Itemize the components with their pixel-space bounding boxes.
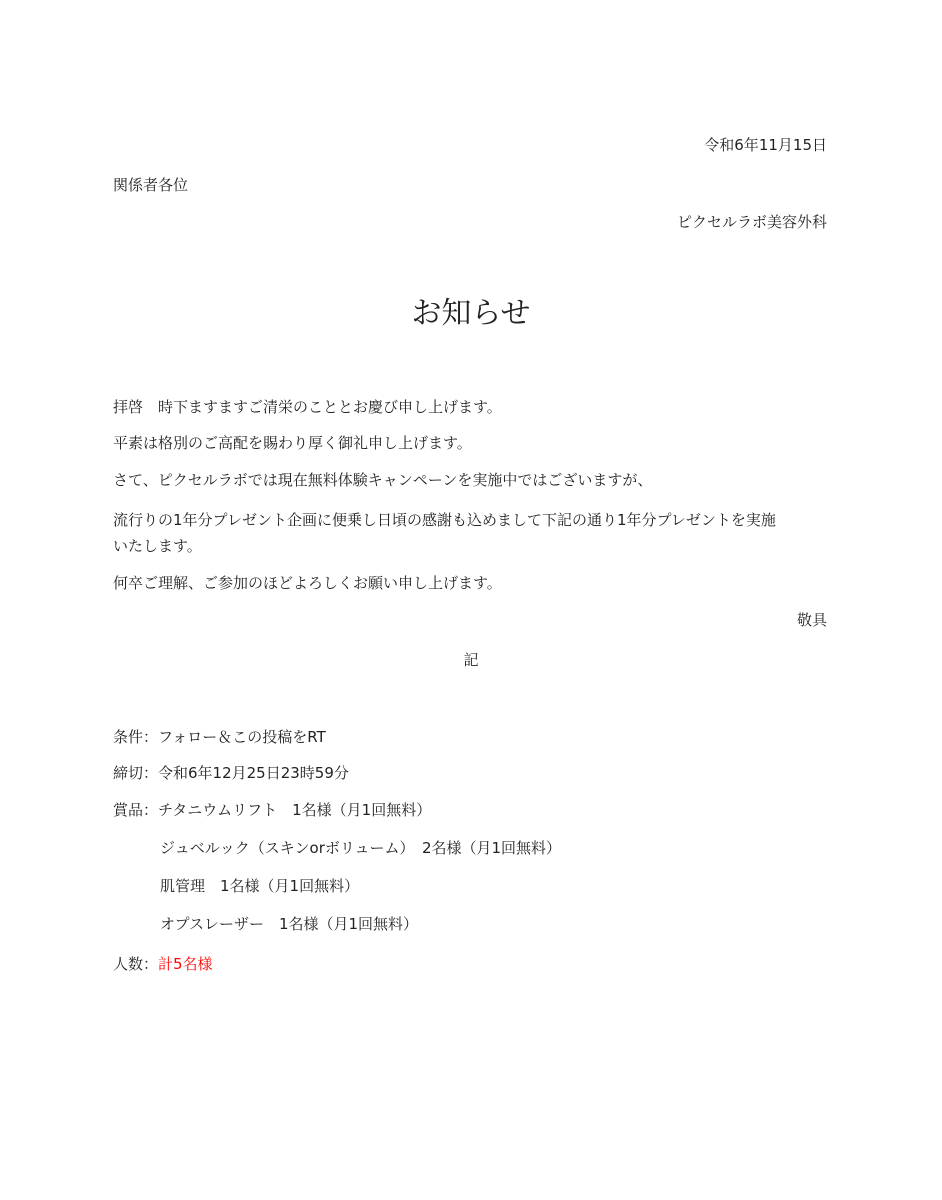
greeting-line: 拝啓 時下ますますご清栄のこととお慶び申し上げます。 bbox=[113, 398, 502, 416]
count-label: 人数： bbox=[113, 955, 159, 973]
prize-item: チタニウムリフト 1名様（月1回無料） bbox=[158, 801, 432, 819]
condition-line: 条件：フォロー＆この投稿をRT bbox=[113, 728, 326, 746]
prize-item: 肌管理 1名様（月1回無料） bbox=[160, 877, 360, 895]
document-title: お知らせ bbox=[411, 296, 531, 331]
count-value: 計5名様 bbox=[158, 955, 213, 973]
ki-heading: 記 bbox=[463, 651, 479, 669]
prize-item: オプスレーザー 1名様（月1回無料） bbox=[160, 915, 419, 933]
closing-keigu: 敬具 bbox=[796, 611, 827, 629]
paragraph-3-line-1: 流行りの1年分プレゼント企画に便乗し日頃の感謝も込めまして下記の通り1年分プレゼントを実施 bbox=[113, 511, 776, 529]
document-date: 令和6年11月15日 bbox=[704, 136, 827, 154]
prize-label: 賞品： bbox=[113, 801, 159, 819]
addressee: 関係者各位 bbox=[113, 176, 189, 194]
prize-item: ジュベルック（スキンorボリューム） 2名様（月1回無料） bbox=[160, 839, 562, 857]
paragraph-2: さて、ピクセルラボでは現在無料体験キャンペーンを実施中ではございますが、 bbox=[113, 471, 653, 489]
deadline-line: 締切：令和6年12月25日23時59分 bbox=[113, 764, 349, 782]
paragraph-1: 平素は格別のご高配を賜わり厚く御礼申し上げます。 bbox=[113, 434, 472, 452]
count-line bbox=[113, 954, 213, 974]
prize-line bbox=[113, 800, 431, 820]
sender-name: ピクセルラボ美容外科 bbox=[676, 213, 827, 231]
paragraph-4: 何卒ご理解、ご参加のほどよろしくお願い申し上げます。 bbox=[113, 574, 502, 592]
paragraph-3-line-2: いたします。 bbox=[113, 537, 202, 555]
